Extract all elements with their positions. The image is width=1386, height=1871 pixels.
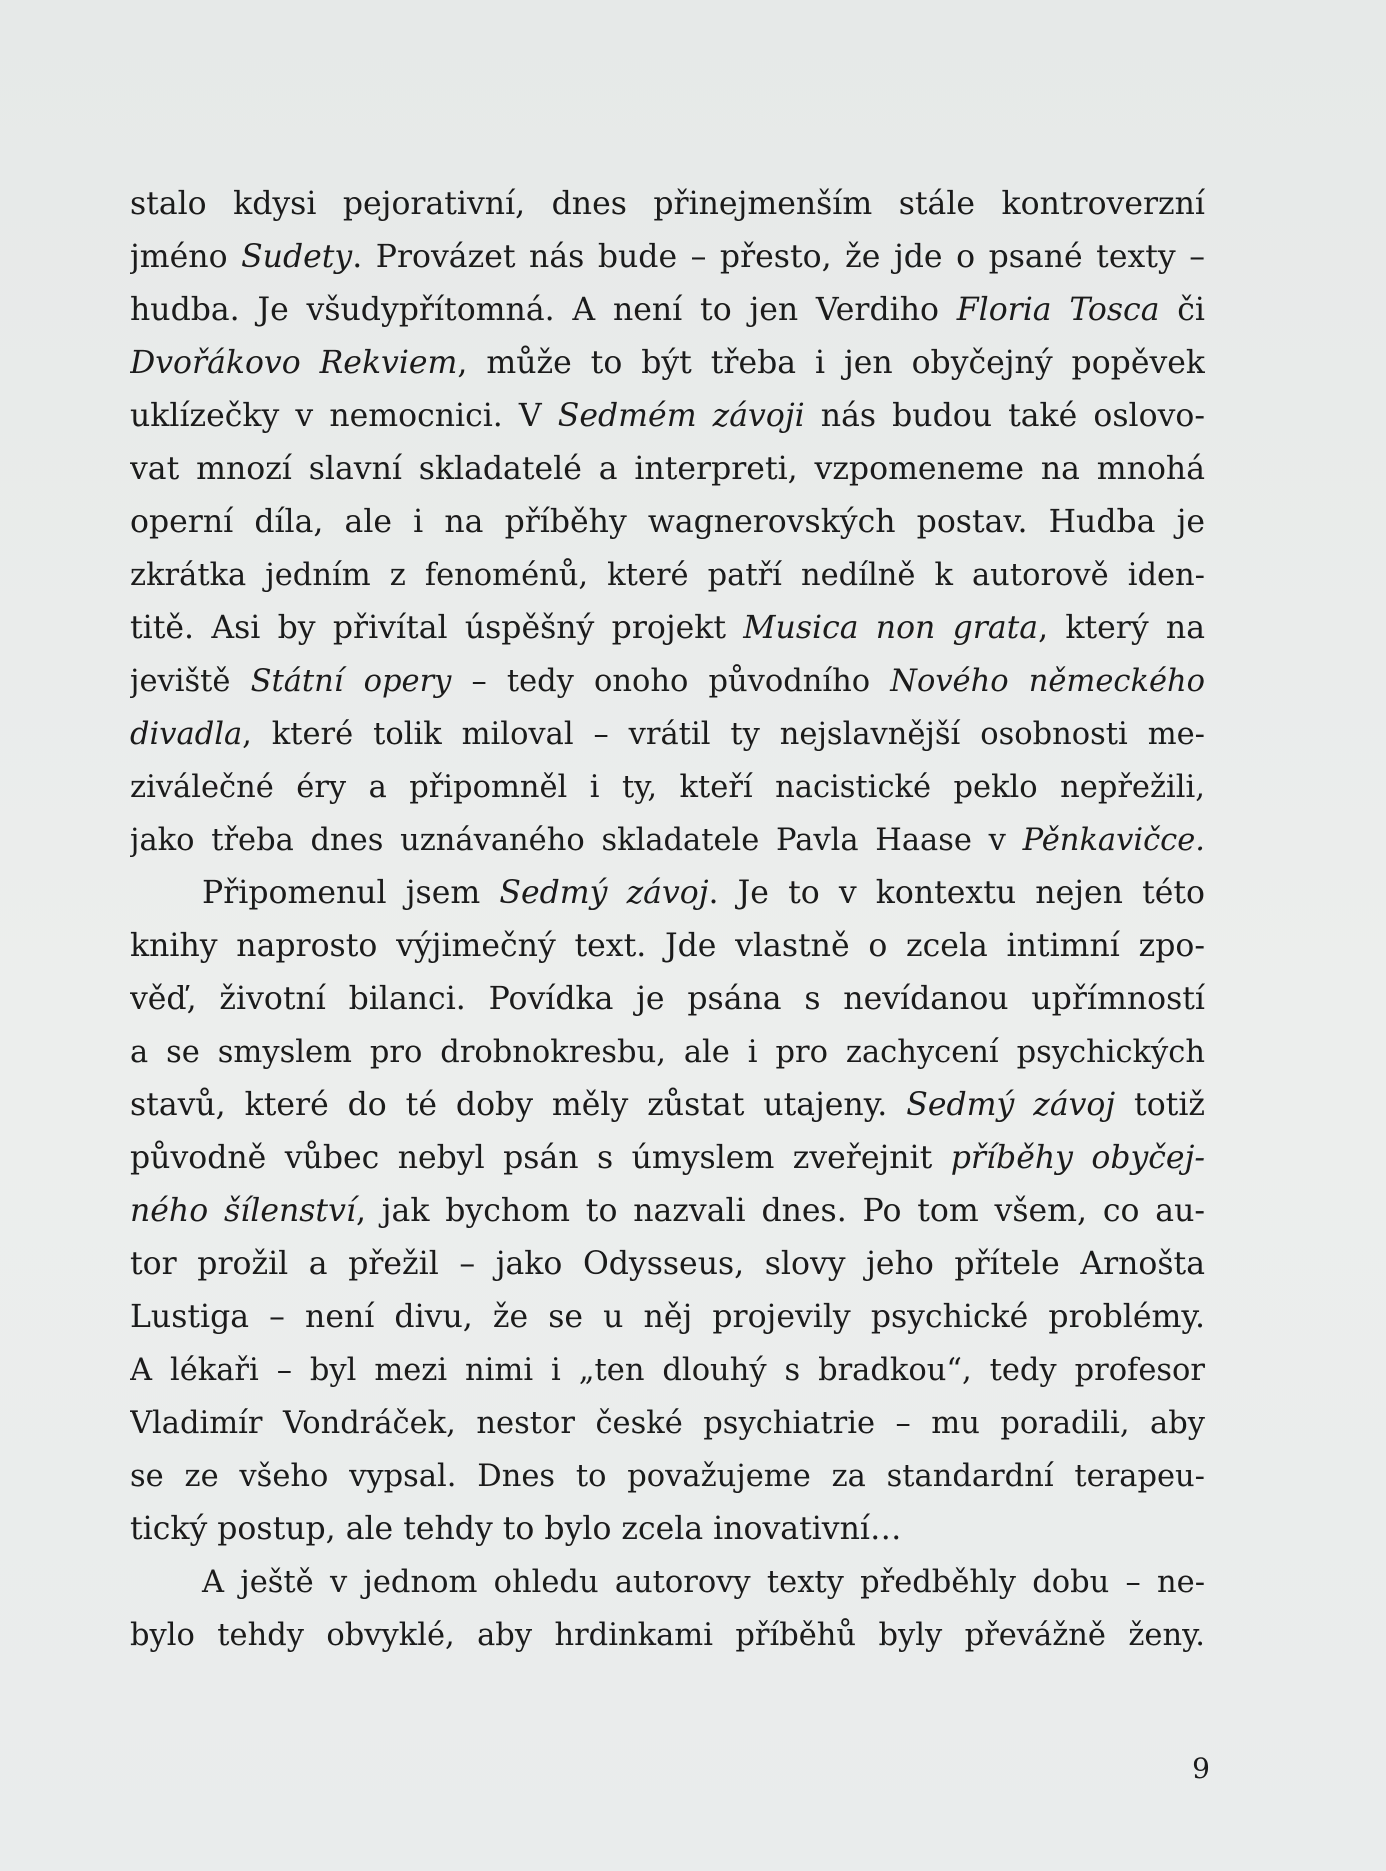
italic-title: Sudety [241, 239, 353, 275]
text-line: jméno Sudety. Provázet nás bude – přesto, že jde o psané texty – [130, 239, 1205, 275]
text-line: vat mnozí slavní skladatelé a interpreti, vzpomeneme na mnohá [130, 451, 1205, 487]
italic-title: Pěnkavičce. [1022, 823, 1205, 858]
italic-title: ného šílenství [130, 1193, 356, 1229]
text-line: věď, životní bilanci. Povídka je psána s nevídanou upřímností [130, 981, 1205, 1017]
text-line: bylo tehdy obvyklé, aby hrdinkami příběhů byly převážně ženy. [130, 1618, 1205, 1653]
text-line: divadla, které tolik miloval – vrátil ty nejslavnější osobnosti me- [130, 717, 1205, 752]
text-line: původně vůbec nebyl psán s úmyslem zveřejnit příběhy obyčej- [130, 1140, 1205, 1176]
italic-title: Musica non grata [743, 610, 1039, 646]
paragraph-first-line: Připomenul jsem Sedmý závoj. Je to v kontextu nejen této [202, 875, 1205, 911]
italic-title: Floria Tosca [956, 292, 1160, 328]
italic-title: Dvořákovo Rekviem [130, 345, 458, 381]
text-line: Lustiga – není divu, že se u něj projevily psychické problémy. [130, 1299, 1205, 1335]
text-line: operní díla, ale i na příběhy wagnerovských postav. Hudba je [130, 504, 1205, 540]
italic-title: Sedmý závoj [906, 1087, 1116, 1123]
text-line: hudba. Je všudypřítomná. A není to jen Verdiho Floria Tosca či [130, 292, 1205, 328]
italic-title: Sedmý závoj [499, 875, 709, 911]
text-line: zkrátka jedním z fenoménů, které patří nedílně k autorově iden- [130, 558, 1205, 593]
text-line: A lékaři – byl mezi nimi i „ten dlouhý s bradkou“, tedy profesor [130, 1353, 1205, 1388]
text-line: uklízečky v nemocnici. V Sedmém závoji nás budou také oslovo- [130, 398, 1205, 434]
text-line: Dvořákovo Rekviem, může to být třeba i jen obyčejný popěvek [130, 345, 1205, 381]
text-line: se ze všeho vypsal. Dnes to považujeme za standardní terapeu- [130, 1459, 1205, 1494]
paragraph-first-line: A ještě v jednom ohledu autorovy texty předběhly dobu – ne- [202, 1565, 1205, 1600]
text-line: a se smyslem pro drobnokresbu, ale i pro zachycení psychických [130, 1035, 1205, 1070]
text-line: stavů, které do té doby měly zůstat utajeny. Sedmý závoj totiž [130, 1087, 1205, 1123]
text-line: tor prožil a přežil – jako Odysseus, slovy jeho přítele Arnošta [130, 1246, 1205, 1282]
italic-title: příběhy obyčej- [950, 1140, 1205, 1176]
text-line: Vladimír Vondráček, nestor české psychiatrie – mu poradili, aby [130, 1406, 1205, 1441]
paragraph-last-line: tický postup, ale tehdy to bylo zcela inovativní… [130, 1511, 902, 1547]
italic-title: Sedmém závoji [557, 398, 805, 434]
text-line: stalo kdysi pejorativní, dnes přinejmenším stále kontroverzní [130, 186, 1205, 222]
italic-title: Státní opery [250, 664, 452, 699]
italic-title: divadla [130, 717, 243, 752]
body-text [130, 178, 1205, 1662]
text-line: knihy naprosto výjimečný text. Jde vlastně o zcela intimní zpo- [130, 928, 1205, 964]
text-line: ziválečné éry a připomněl i ty, kteří nacistické peklo nepřežili, [130, 770, 1205, 805]
page-number: 9 [1192, 1752, 1210, 1785]
italic-title: Nového německého [890, 664, 1205, 699]
text-line: jeviště Státní opery – tedy onoho původního Nového německého [130, 664, 1205, 699]
text-line: titě. Asi by přivítal úspěšný projekt Musica non grata, který na [130, 610, 1205, 646]
text-line: jako třeba dnes uznávaného skladatele Pavla Haase v Pěnkavičce. [130, 823, 1205, 858]
text-line: ného šílenství, jak bychom to nazvali dnes. Po tom všem, co au- [130, 1193, 1205, 1229]
